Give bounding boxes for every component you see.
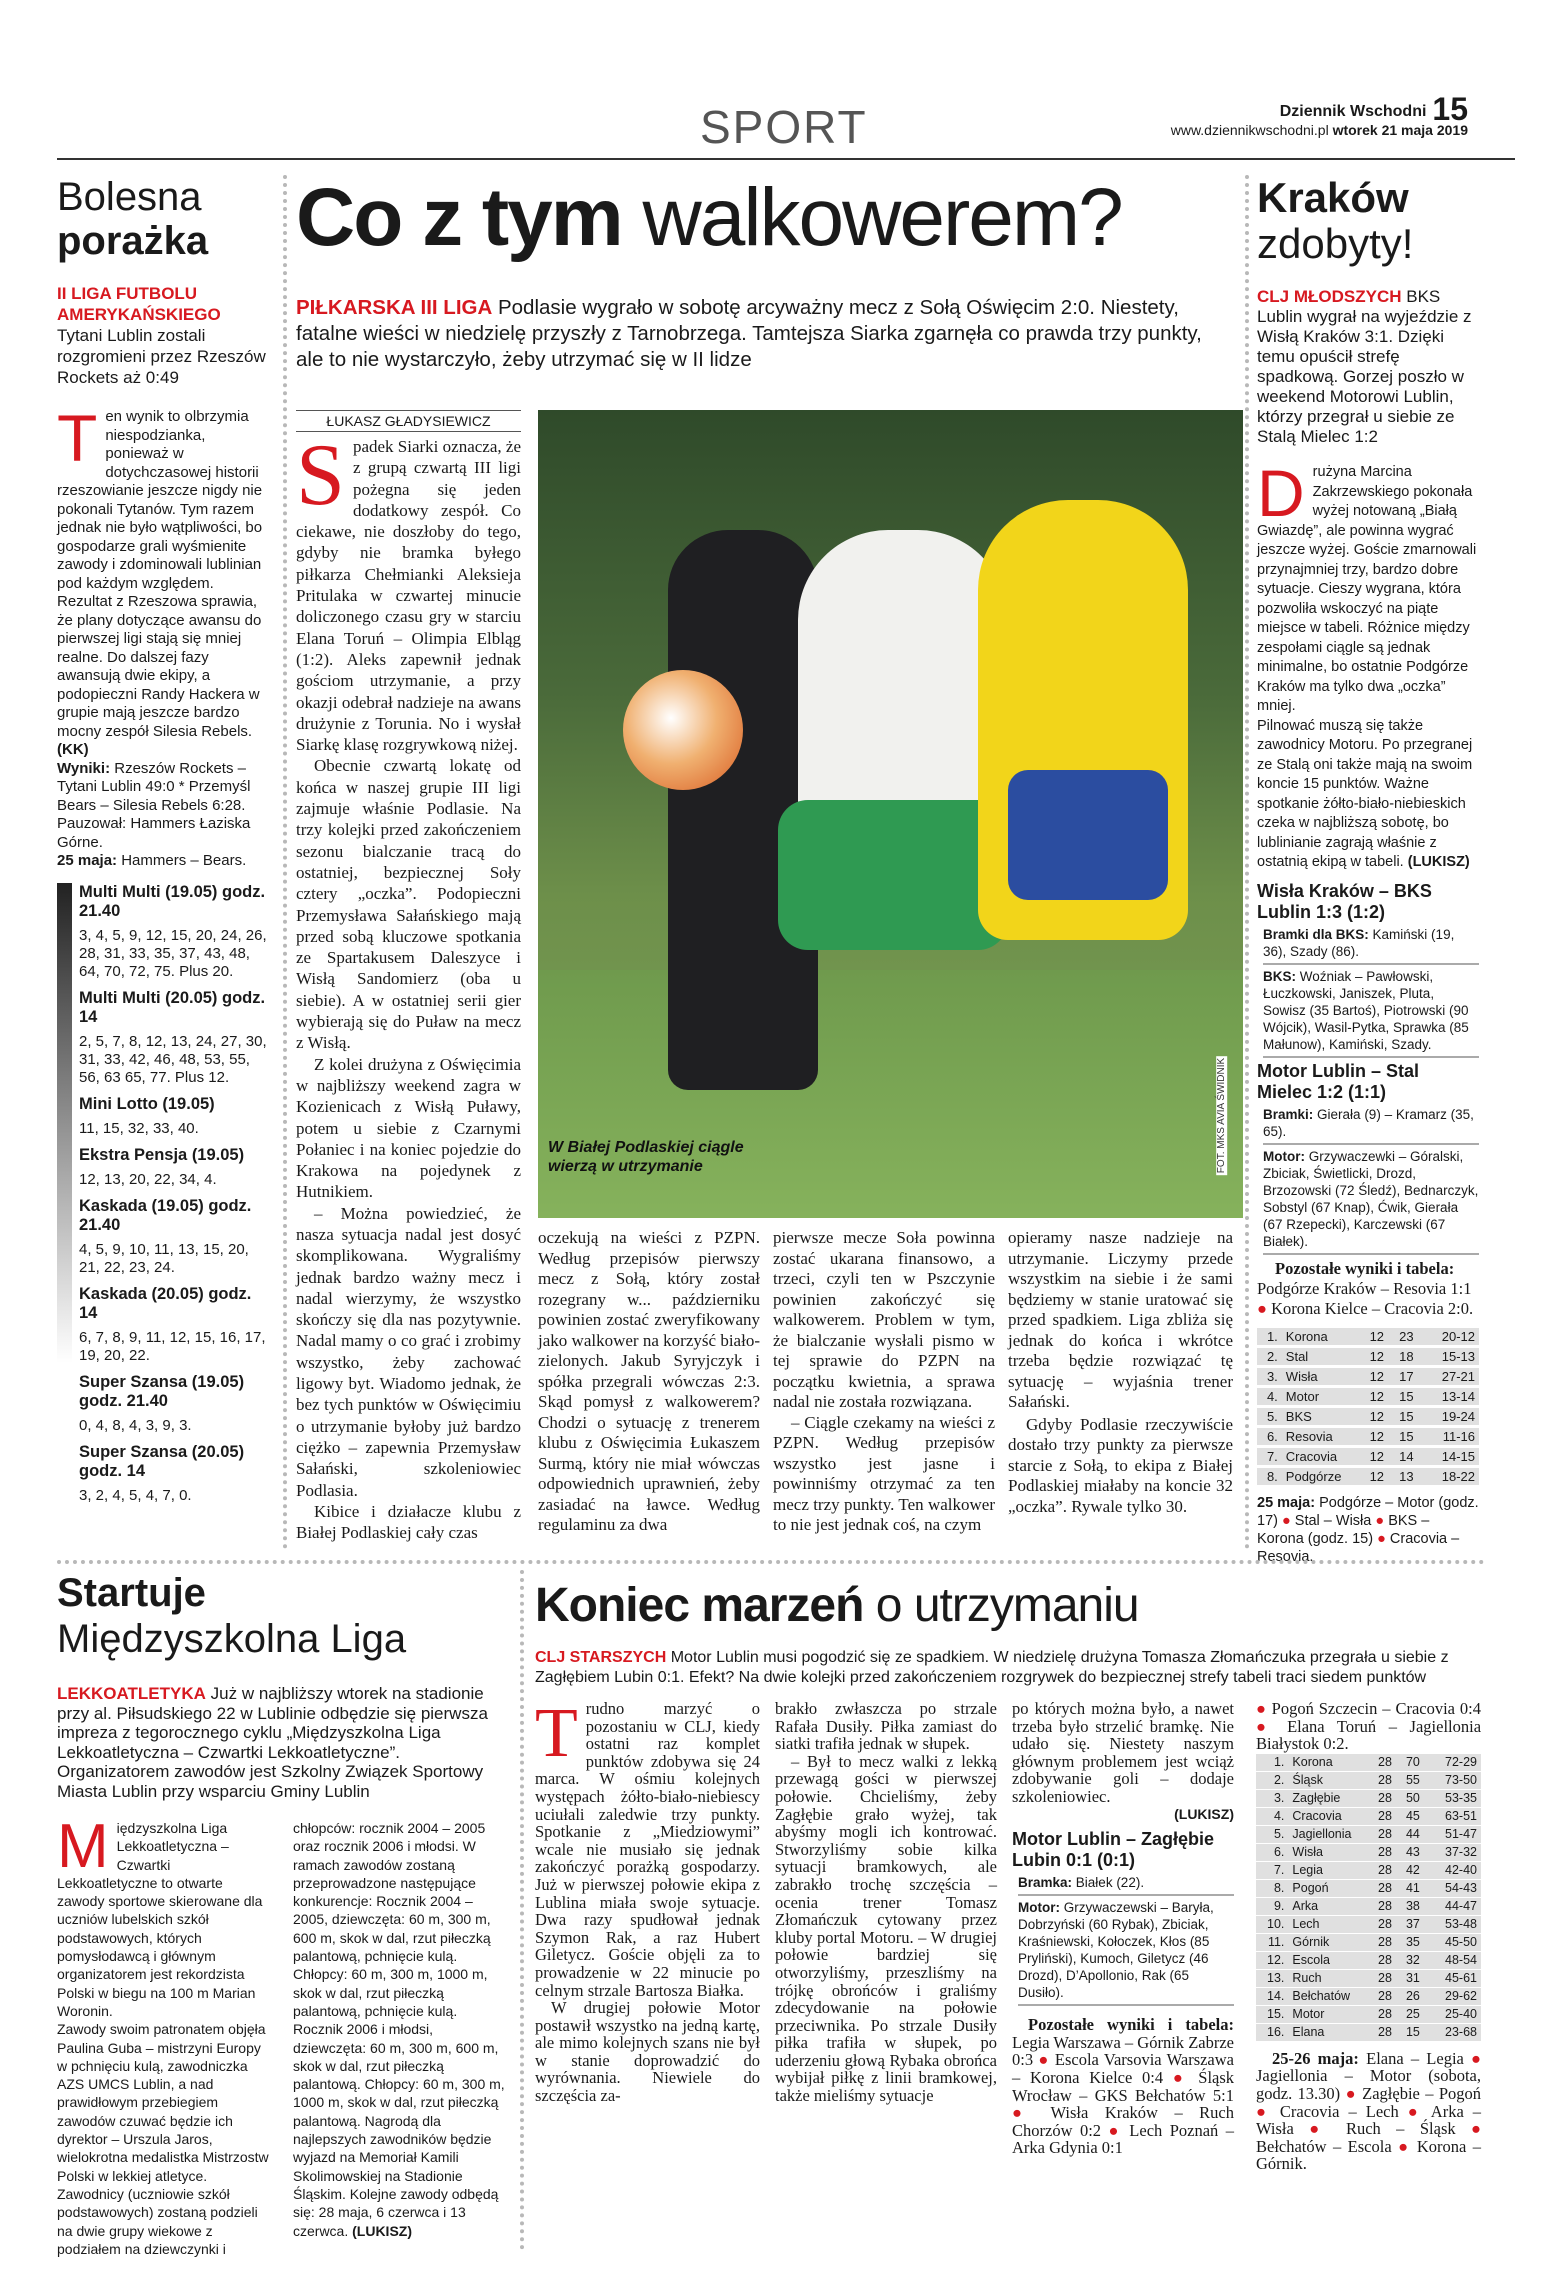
drop-cap: T (57, 401, 98, 475)
table-row: 2. Stal 12 18 15-13 (1257, 1348, 1479, 1365)
table-row: 7. Cracovia 12 14 14-15 (1257, 1448, 1479, 1465)
bottom-right-headline: Koniec marzeń o utrzymaniu (535, 1579, 1139, 1632)
table-row: 13. Ruch 28 31 45-61 (1256, 1970, 1481, 1987)
table-row: 2. Śląsk 28 55 73-50 (1256, 1772, 1481, 1789)
main-lead: PIŁKARSKA III LIGA Podlasie wygrało w sobotę arcyważny mecz z Sołą Oświęcim 2:0. Niestety, fatalne wieści w niedzielę przyszły z Tarnobrzega. Tamtejsza Siarka zgarnęła co prawda trzy punkty, ale to nie wystarczyło, żeby utrzymać się w II lidze (296, 296, 1202, 371)
photo-player-green-shorts (778, 800, 1008, 950)
table-row: 9. Arka 28 38 44-47 (1256, 1898, 1481, 1915)
drop-cap: T (535, 1695, 578, 1772)
lottery-item: Super Szansa (19.05) godz. 21.40 0, 4, 8, 4, 3, 9, 3. (79, 1373, 245, 1434)
photo-caption: W Białej Podlaskiej ciągle wierzą w utrzymanie (548, 1139, 744, 1175)
photo-credit: FOT. MKS AVIA ŚWIDNIK (1215, 1057, 1227, 1174)
lottery-item: Ekstra Pensja (19.05) 12, 13, 20, 22, 34, 4. (79, 1146, 245, 1188)
table-row: 1. Korona 12 23 20-12 (1257, 1328, 1479, 1345)
left-story-title: Bolesna porażka (57, 175, 209, 263)
table-row: 14. Bełchatów 28 26 29-62 (1256, 1988, 1481, 2005)
main-col-2: oczekują na wieści z PZPN. Według przepisów pierwszy mecz z Sołą, który został rozegrany w... październiku powinien zostać zweryfikowany jako walkower na korzyść biało-zielonych. Jakub Syryjczyk i spółka przegrali wówczas 2:3. Skąd pomysł z walkowerem? Chodzi o sytuację z trenerem klubu z Oświęcimia Łukaszem Surmą, który nie miał wówczas odpowiednich uprawnień, żeby zasiadać na ławce. Według regulaminu za dwa (538, 1228, 760, 1534)
table-row: 8. Pogoń 28 41 54-43 (1256, 1880, 1481, 1897)
table-row: 8. Podgórze 12 13 18-22 (1257, 1468, 1479, 1485)
column-divider (520, 1570, 524, 2250)
bottom-left-col-1: M iędzyszkolna Liga Lekkoatletyczna – Czwartki Lekkoatletyczne to otwarte zawody sportowe skierowane dla uczniów lubelskich szkół podstawowych, których pomysłodawcą i głównym organizatorem jest rekordzista Polski w biegu na 100 m Marian Woronin. Zawody swoim patronatem objęła Paulina Guba – mistrzyni Europy w pchnięciu kulą, zawodniczka AZS UMCS Lublin, a nad prawidłowym przebiegiem zawodów czuwać będzie ich dyrektor – Urszula Jaros, wielokrotna medalistka Mistrzostw Polski w lekkiej atletyce. Zawodnicy (uczniowie szkół podstawowych) zostaną podzieli na dwie grupy wiekowe z podziałem na dziewczynki i (57, 1812, 269, 2257)
photo-ball (623, 670, 743, 790)
table-row: 4. Cracovia 28 45 63-51 (1256, 1808, 1481, 1825)
bottom-left-lead: LEKKOATLETYKA Już w najbliższy wtorek na stadionie przy al. Piłsudskiego 22 w Lublinie odbędzie się pierwsza impreza z tegorocznego cyklu „Międzyszkolna Liga Lekkoatletyczna – Czwartki Lekkoatletyczne”. Organizatorem zawodów jest Szkolny Związek Sportowy Miasta Lublin przy wsparciu Gminy Lublin (57, 1684, 488, 1801)
lottery-results (57, 883, 272, 1513)
table-row: 10. Lech 28 37 53-48 (1256, 1916, 1481, 1933)
table-row: 11. Górnik 28 35 45-50 (1256, 1934, 1481, 1951)
table-row: 6. Wisła 28 43 37-32 (1256, 1844, 1481, 1861)
table-row: 7. Legia 28 42 42-40 (1256, 1862, 1481, 1879)
drop-cap: D (1257, 456, 1305, 530)
table-row: 5. BKS 12 15 19-24 (1257, 1408, 1479, 1425)
section-title: SPORT (700, 101, 868, 153)
table-row: 3. Wisła 12 17 27-21 (1257, 1368, 1479, 1385)
bottom-left-title: Startuje Międzyszkolna Liga (57, 1571, 407, 1661)
bottom-left-story (57, 1570, 507, 2258)
table-row: 16. Elana 28 15 23-68 (1256, 2024, 1481, 2041)
bottom-left-col-2: chłopców: rocznik 2004 – 2005 oraz rocznik 2006 i młodsi. W ramach zawodów zostaną przeprowadzone następujące konkurencje: Rocznik 2004 – 2005, dziewczęta: 60 m, 300 m, 600 m, skok w dal, rzut piłeczką palantową, pchnięcie kulą. Chłopcy: 60 m, 300 m, 1000 m, skok w dal, rzut piłeczką palantową, pchnięcie kulą. Rocznik 2006 i młodsi, dziewczęta: 60 m, 300 m, 600 m, skok w dal, rzut piłeczką palantową. Chłopcy: 60 m, 300 m, 1000 m, skok w dal, rzut piłeczką palantową. Nagrodą dla najlepszych zawodników będzie wyjazd na Memoriał Kamili Skolimowskiej na Stadionie Śląskim. Kolejne zawody odbędą się: 28 maja, 6 czerwca i 13 czerwca. (LUKISZ) (293, 1820, 505, 2239)
column-divider (283, 175, 287, 1550)
league-table-clj-mlodszych (1257, 1325, 1479, 1488)
header-rule (57, 158, 1515, 160)
match-title: Wisła Kraków – BKS Lublin 1:3 (1:2) (1257, 880, 1432, 922)
author-byline: ŁUKASZ GŁADYSIEWICZ (296, 410, 521, 432)
paper-name: Dziennik Wschodni (1279, 103, 1427, 120)
drop-cap: M (57, 1812, 109, 1881)
section-divider (57, 1560, 1485, 1564)
next-fixtures: 25 maja: Podgórze – Motor (godz. 17) ● Stal – Wisła ● BKS – Korona (godz. 15) ● Cracovia – Resovia. (1257, 1494, 1479, 1565)
drop-cap: S (296, 427, 345, 524)
bottom-right-col-3: po których można było, a nawet trzeba było strzelić bramkę. Nie udało się. Niestety naszym głównym problemem jest wciąż zdobywanie goli – dodaje szkoleniowiec. (LUKISZ) Motor Lublin – Zagłębie Lubin 0:1 (0:1) Bramka: Białek (22). Motor: Grzywaczewski – Baryła, Dobrzyński (60 Rybak), Zbiciak, Kraśniewski, Kołoczek, Kłos (85 Pryliński), Kumoch, Giletycz (46 Drozd), D’Apollonio, Rak (65 Dusiło). Pozostałe wyniki i tabela: Legia Warszawa – Górnik Zabrze 0:3 ● Escola Varsovia Warszawa – Korona Kielce 0:4 ● Śląsk Wrocław – GKS Bełchatów 5:1 ● Wisła Kraków – Ruch Chorzów 0:2 ● Lech Poznań – Arka Gdynia 0:1 (1012, 1699, 1235, 2158)
photo-grass (538, 970, 1243, 1218)
main-col-3: pierwsze mecze Soła powinna zostać ukarana finansowo, a trzeci, czyli ten w Pszczynie powinien zakończyć się walkowerem. Problem w tym, że bialczanie wysłali pismo w tej sprawie do PZPN na początku kwietnia, a sprawa nadal nie została rozwiązana. – Ciągle czekamy na wieści z PZPN. Według przepisów wszystko jest jasne i powinniśmy otrzymać za ten mecz trzy punkty. Ten walkower to nie jest jednak coś, na czym (773, 1228, 995, 1534)
match-title: Motor Lublin – Stal Mielec 1:2 (1:1) (1257, 1060, 1419, 1102)
table-row: 3. Zagłębie 28 50 53-35 (1256, 1790, 1481, 1807)
column-divider (1245, 175, 1249, 1550)
left-story-body: T en wynik to olbrzymia niespodzianka, ponieważ w dotychczasowej historii rzeszowianie jeszcze nigdy nie pokonali Tytanów. Tym razem jednak nie było wątpliwości, bo gospodarze grali wyśmienite zawody i zdominowali lublinian pod każdym względem. Rezultat z Rzeszowa sprawia, że plany dotyczące awansu do pierwszej ligi stają się mniej realne. Do dalszej fazy awansują dwie ekipy, a podopieczni Randy Hackera w grupie mają jeszcze bardzo mocny zespół Silesia Rebels. (KK) Wyniki: Rzeszów Rockets – Tytani Lublin 49:0 * Przemyśl Bears – Silesia Rebels 6:28. Pauzował: Hammers Łaziska Górne. 25 maja: Hammers – Bears. (57, 401, 263, 869)
next-fixtures: 25-26 maja: Elana – Legia ● Jagiellonia – Motor (sobota, godz. 13.30) ● Zagłębie – Pogoń ● Cracovia – Lech ● Arka – Wisła ● Ruch – Śląsk ● Bełchatów – Escola ● Korona – Górnik. (1256, 2048, 1482, 2174)
table-row: 4. Motor 12 15 13-14 (1257, 1388, 1479, 1405)
league-table-clj-starszych (1256, 1753, 1481, 2042)
bottom-right-col-4: ● Pogoń Szczecin – Cracovia 0:4 ● Elana Toruń – Jagiellonia Białystok 0:2. 1. Korona 28 70 72-29 2. Śląsk 28 55 73-50 3. Zagłębie 28 50 53-35 4. Cracovia 28 45 63-51 5. Jagiellonia 28 44 51-47 6. Wisła 28 43 37-32 7. Legia 28 42 42-40 8. Pogoń 28 41 54-43 9. Arka 28 38 44-47 10. Lech 28 37 53-48 11. Górnik 28 35 45-50 12. Escola 28 32 48-54 13. Ruch 28 31 45-61 14. Bełchatów 28 26 29-62 15. Motor 28 25 25-40 16. Elana 28 15 23-68 25-26 maja: Elana – Legia ● Jagiellonia – Motor (sobota, godz. 13.30) ● Zagłębie – Pogoń ● Cracovia – Lech ● Arka – Wisła ● Ruch – Śląsk ● Bełchatów – Escola ● Korona – Górnik. (1256, 1699, 1482, 2174)
left-story-lead: II LIGA FUTBOLU AMERYKAŃSKIEGO Tytani Lublin zostali rozgromieni przez Rzeszów Rockets aż 0:49 (57, 284, 266, 387)
lottery-item: Kaskada (20.05) godz. 14 6, 7, 8, 9, 11, 12, 15, 16, 17, 19, 20, 22. (79, 1285, 266, 1364)
masthead (1170, 91, 1468, 139)
lottery-item: Kaskada (19.05) godz. 21.40 4, 5, 9, 10, 11, 13, 15, 20, 21, 22, 23, 24. (79, 1197, 252, 1276)
table-row: 12. Escola 28 32 48-54 (1256, 1952, 1481, 1969)
bottom-right-col-1: T rudno marzyć o pozostaniu w CLJ, kiedy ostatni raz komplet punktów zdobywa się 24 marca. W ośmiu kolejnych występach żółto-biało-niebiescy uciułali zaledwie trzy punkty. Spotkanie z „Miedziowymi” wcale nie musiało się jednak zakończyć porażką gospodarzy. Już w pierwszej połowie ekipa z Lublina miała swoje sytuacje. Dwa razy spudłował jednak Szymon Rak, a raz Hubert Giletycz. Goście objęli za to prowadzenie w 22 minucie po celnym strzale Bartosza Białka. W drugiej połowie Motor postawił wszystko na jedną kartę, ale mimo kolejnych szans nie był w stanie doprowadzić do wyrównania. Niewiele do szczęścia za- (535, 1695, 760, 2106)
issue-date: wtorek 21 maja 2019 (1332, 122, 1468, 138)
page-number: 15 (1432, 91, 1468, 127)
main-col-1: ŁUKASZ GŁADYSIEWICZ S padek Siarki oznacza, że z grupą czwartą III ligi pożegna się jeden dodatkowy zespół. Co ciekawe, nie doszłoby do tego, gdyby nie bramka byłego piłkarza Chełmianki Aleksieja Pritulaka w czwartej minucie doliczonego czasu gry w starciu Elana Toruń – Olimpia Elbląg (1:2). Aleks zapewnił jednak gościom utrzymanie, a przy okazji odebrał nadzieje na awans drużynie z Torunia. No i wysłał Siarkę klasę rozgrywkową niżej. Obecnie czwartą lokatę od końca w naszej grupie III ligi zajmuje właśnie Podlasie. Na trzy kolejki przed zakończeniem sezonu bialczanie tracą do ostatniej, bezpiecznej Soły cztery „oczka”. Podopieczni Przemysława Sałańskiego mają przed sobą kluczowe spotkania ze Spartakusem Daleszyce i Wisłą Sandomierz (oba u siebie). A w ostatniej serii gier wybierają się do Puław na mecz z Wisłą. Z kolei drużyna z Oświęcimia w najbliższy weekend zagra w Kozienicach z Wisłą Puławy, potem u siebie z Czarnymi Połaniec i na koniec pojedzie do Krakowa na pojedynek z Hutnikiem. – Można powiedzieć, że nasza sytuacja nadal jest dosyć skomplikowana. Wygraliśmy jednak bardzo ważny mecz i nadal wierzymy, że wszystko skończy się dla nas pozytywnie. Nadal mamy o co grać i zrobimy wszystko, żeby zachować ligowy byt. Wiadomo jednak, że bez tych punktów w Oświęcimiu o utrzymanie byłoby już bardzo ciężko – zapewnia Przemysław Sałański, szkoleniowiec Podlasia. Kibice i działacze klubu z Białej Podlaskiej cały czas (296, 410, 521, 1543)
table-row: 6. Resovia 12 15 11-16 (1257, 1428, 1479, 1445)
table-row: 15. Motor 28 25 25-40 (1256, 2006, 1481, 2023)
lottery-item: Multi Multi (19.05) godz. 21.40 3, 4, 5, 9, 12, 15, 20, 24, 26, 28, 31, 33, 35, 37, 43, 48, 64, 70, 72, 75. Plus 20. (79, 883, 267, 980)
lottery-item: Super Szansa (20.05) godz. 14 3, 2, 4, 5, 4, 7, 0. (79, 1443, 245, 1504)
right-story: Kraków zdobyty! CLJ MŁODSZYCH BKS Lublin wygrał na wyjeździe z Wisłą Kraków 3:1. Dzięki temu opuścił strefę spadkową. Gorzej poszło w weekend Motorowi Lublin, którzy przegrał u siebie ze Stalą Mielec 1:2 D rużyna Marcina Zakrzewskiego pokonała wyżej notowaną „Białą Gwiazdę”, ale powinna wygrać jeszcze wyżej. Goście zmarnowali przynajmniej trzy, bardzo dobre sytuacje. Cieszy wygrana, która pozwoliła wskoczyć na piąte miejsce w tabeli. Różnice między zespołami ciągle są jednak minimalne, bo ostatnie Podgórze Kraków ma tylko dwa „oczka” mniej. Pilnować muszą się także zawodnicy Motoru. Po przegranej ze Stalą oni także mają na swoim koncie 15 punktów. Ważne spotkanie żółto-biało-niebieskich czeka w najbliższą sobotę, bo lublinianie zagrają właśnie z ostatnią ekipą w tabeli. (LUKISZ) Wisła Kraków – BKS Lublin 1:3 (1:2) Bramki dla BKS: Kamiński (19, 36), Szady (86). BKS: Woźniak – Pawłowski, Łuczkowski, Janiszek, Pluta, Sowisz (35 Bartoś), Piotrowski (90 Wójcik), Wasil-Pytka, Sprawka (85 Małunow), Kamiński, Szady. Motor Lublin – Stal Mielec 1:2 (1:1) Bramki: Gierała (9) – Kramarz (35, 65). Motor: Grzywaczewki – Góralski, Zbiciak, Świetlicki, Drozd, Brzozowski (72 Śledź), Bednarczyk, Sobstyl (67 Knap), Ćwik, Gierała (67 Rzepecki), Karczewski (67 Białek). Pozostałe wyniki i tabela: Podgórze Kraków – Resovia 1:1 ● Korona Kielce – Cracovia 2:0. 1. Korona 12 23 20-12 2. Stal 12 18 15-13 3. Wisła 12 17 27-21 4. Motor 12 15 13-14 5. BKS 12 15 19-24 6. Resovia 12 15 11-16 7. Cracovia 12 14 14-15 8. Podgórze 12 13 18-22 25 maja: Podgórze – Motor (godz. 17) ● Stal – Wisła ● BKS – Korona (godz. 15) ● Cracovia – Resovia. (1257, 174, 1479, 1565)
bottom-right-col-2: brakło zwłaszcza po strzale Rafała Dusiły. Piłka zamiast do siatki trafiła jednak w słupek. – Był to mecz walki z lekką przewagą gości w pierwszej połowie. Chcieliśmy, żeby Zagłębie grało wyżej, tak abyśmy mogli ich kontrować. Stworzyliśmy sobie kilka sytuacji bramkowych, ale zabrakło trochę szczęścia – ocenia trener Tomasz Złomańczuk cytowany przez kluby portal Motoru. – W drugiej połowie bardziej się otworzyliśmy, przeszliśmy na trójkę obrońców i graliśmy zdecydowanie na połowie przeciwnika. Po strzale Dusiły piłka trafiła w słupek, po uderzeniu głową Rybaka obrońca wybijał piłkę z linii bramkowej, także mieliśmy sytuacje (775, 1699, 997, 2106)
main-headline: Co z tym walkowerem? (296, 172, 1122, 263)
table-row: 5. Jagiellonia 28 44 51-47 (1256, 1826, 1481, 1843)
right-story-lead: CLJ MŁODSZYCH BKS Lublin wygrał na wyjeździe z Wisłą Kraków 3:1. Dzięki temu opuścił strefę spadkową. Gorzej poszło w weekend Motorowi Lublin, którzy przegrał u siebie ze Stalą Mielec 1:2 (1257, 287, 1472, 446)
lottery-item: Multi Multi (20.05) godz. 14 2, 5, 7, 8, 12, 13, 24, 27, 30, 31, 33, 42, 46, 48, 53, 55, 56, 63 65, 77. Plus 12. (79, 989, 267, 1086)
website-link[interactable]: www.dziennikwschodni.pl (1170, 122, 1329, 138)
lottery-item: Mini Lotto (19.05) 11, 15, 32, 33, 40. (79, 1095, 215, 1137)
match-photo (538, 410, 1243, 1218)
bottom-right-lead: CLJ STARSZYCH Motor Lublin musi pogodzić się ze spadkiem. W niedzielę drużyna Tomasza Złomańczuka przegrała u siebie z Zagłębiem Lubin 0:1. Efekt? Na dwie kolejki przed zakończeniem rozgrywek do bezpiecznej strefy tabeli traci siedem punktów (535, 1649, 1449, 1686)
photo-player-blue-shorts (1008, 770, 1168, 900)
lottery-gradient-bar (57, 883, 72, 1363)
main-col-4: opieramy nasze nadzieje na utrzymanie. Liczymy przede wszystkim na siebie i że sami będziemy w stanie uratować się przed spadkiem. Liga zbliża się jednak do końca i wkrótce trzeba będzie rozwiązać tę sytuację – wyjaśnia trener Sałański. Gdyby Podlasie rzeczywiście dostało trzy punkty za pierwsze starcie z Sołą, to ekipa z Białej Podlaskiej miałaby na koncie 32 „oczka”. Rywale tylko 30. (1008, 1228, 1233, 1516)
right-story-title: Kraków zdobyty! (1257, 174, 1414, 267)
match-title: Motor Lublin – Zagłębie Lubin 0:1 (0:1) (1012, 1829, 1214, 1871)
left-story (57, 175, 267, 871)
table-row: 1. Korona 28 70 72-29 (1256, 1754, 1481, 1771)
